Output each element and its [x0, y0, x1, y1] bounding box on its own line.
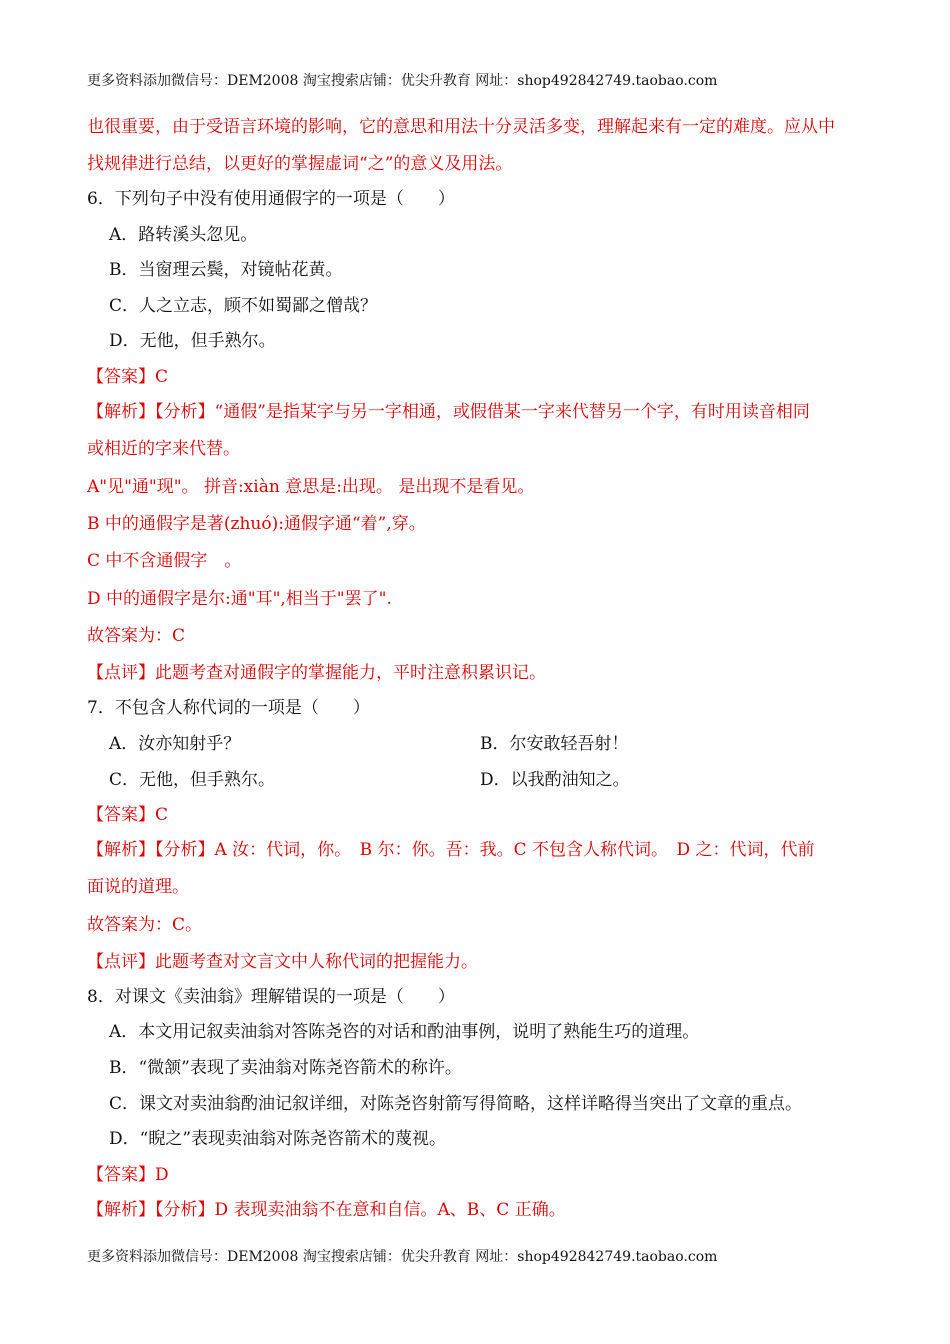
q7-analysis-line-2: 面说的道理。: [87, 877, 189, 897]
q7-comment: 【点评】此题考查对文言文中人称代词的把握能力。: [87, 952, 478, 972]
q8-option-b: B．“微颔”表现了卖油翁对陈尧咨箭术的称许。: [109, 1058, 462, 1078]
q8-option-d: D．“睨之”表现卖油翁对陈尧咨箭术的蔑视。: [109, 1129, 447, 1149]
q8-option-c: C．课文对卖油翁酌油记叙详细，对陈尧咨射箭写得简略，这样详略得当突出了文章的重点。: [109, 1094, 803, 1114]
q6-analysis-line-2: 或相近的字来代替。: [87, 439, 240, 459]
q7-stem: 7．不包含人称代词的一项是（ ）: [87, 698, 370, 718]
q8-analysis-line-1: 【解析】【分析】D 表现卖油翁不在意和自信。A、B、C 正确。: [87, 1200, 566, 1220]
q6-detail-c: C 中不含通假字 。: [87, 551, 242, 571]
q7-analysis-line-1: 【解析】【分析】A 汝：代词，你。 B 尔：你。吾：我。C 不包含人称代词。 D 之：代词，代前: [87, 840, 815, 860]
q6-option-a: A．路转溪头忽见。: [109, 225, 258, 245]
q7-option-a: A．汝亦知射乎？: [109, 734, 241, 754]
q7-conclusion: 故答案为：C。: [87, 915, 203, 935]
q6-detail-d: D 中的通假字是尔:通"耳",相当于"罢了".: [87, 589, 392, 609]
q8-option-a: A．本文用记叙卖油翁对答陈尧咨的对话和酌油事例，说明了熟能生巧的道理。: [109, 1022, 700, 1042]
q6-conclusion: 故答案为：C: [87, 626, 186, 646]
q8-answer: 【答案】D: [87, 1165, 169, 1185]
q7-answer: 【答案】C: [87, 805, 169, 825]
q6-option-d: D．无他，但手熟尔。: [109, 331, 276, 351]
q6-answer: 【答案】C: [87, 367, 169, 387]
q6-stem: 6．下列句子中没有使用通假字的一项是（ ）: [87, 189, 455, 209]
q6-analysis-line-1: 【解析】【分析】“通假”是指某字与另一字相通，或假借某一字来代替另一个字，有时用读音相同: [87, 402, 810, 422]
intro-line-1: 也很重要，由于受语言环境的影响，它的意思和用法十分灵活多变，理解起来有一定的难度。应从中: [87, 117, 835, 137]
q6-detail-b: B 中的通假字是著(zhuó):通假字通“着”,穿。: [87, 514, 426, 534]
q6-option-b: B．当窗理云鬓，对镜帖花黄。: [109, 260, 343, 280]
q6-comment: 【点评】此题考查对通假字的掌握能力，平时注意积累识记。: [87, 663, 546, 683]
q6-option-c: C．人之立志，顾不如蜀鄙之僧哉？: [109, 296, 378, 316]
q7-option-b: B．尔安敢轻吾射！: [480, 734, 629, 754]
intro-line-2: 找规律进行总结，以更好的掌握虚词“之”的意义及用法。: [87, 154, 513, 174]
q7-option-c: C．无他，但手熟尔。: [109, 770, 276, 790]
q6-detail-a: A"见"通"现"。 拼音:xiàn 意思是:出现。 是出现不是看见。: [87, 477, 535, 497]
page-footer: 更多资料添加微信号：DEM2008 淘宝搜索店铺：优尖升教育 网址：shop492842749.taobao.com: [87, 1249, 718, 1265]
q8-stem: 8．对课文《卖油翁》理解错误的一项是（ ）: [87, 987, 455, 1007]
page-header: 更多资料添加微信号：DEM2008 淘宝搜索店铺：优尖升教育 网址：shop492842749.taobao.com: [87, 73, 718, 89]
q7-option-d: D．以我酌油知之。: [480, 770, 630, 790]
